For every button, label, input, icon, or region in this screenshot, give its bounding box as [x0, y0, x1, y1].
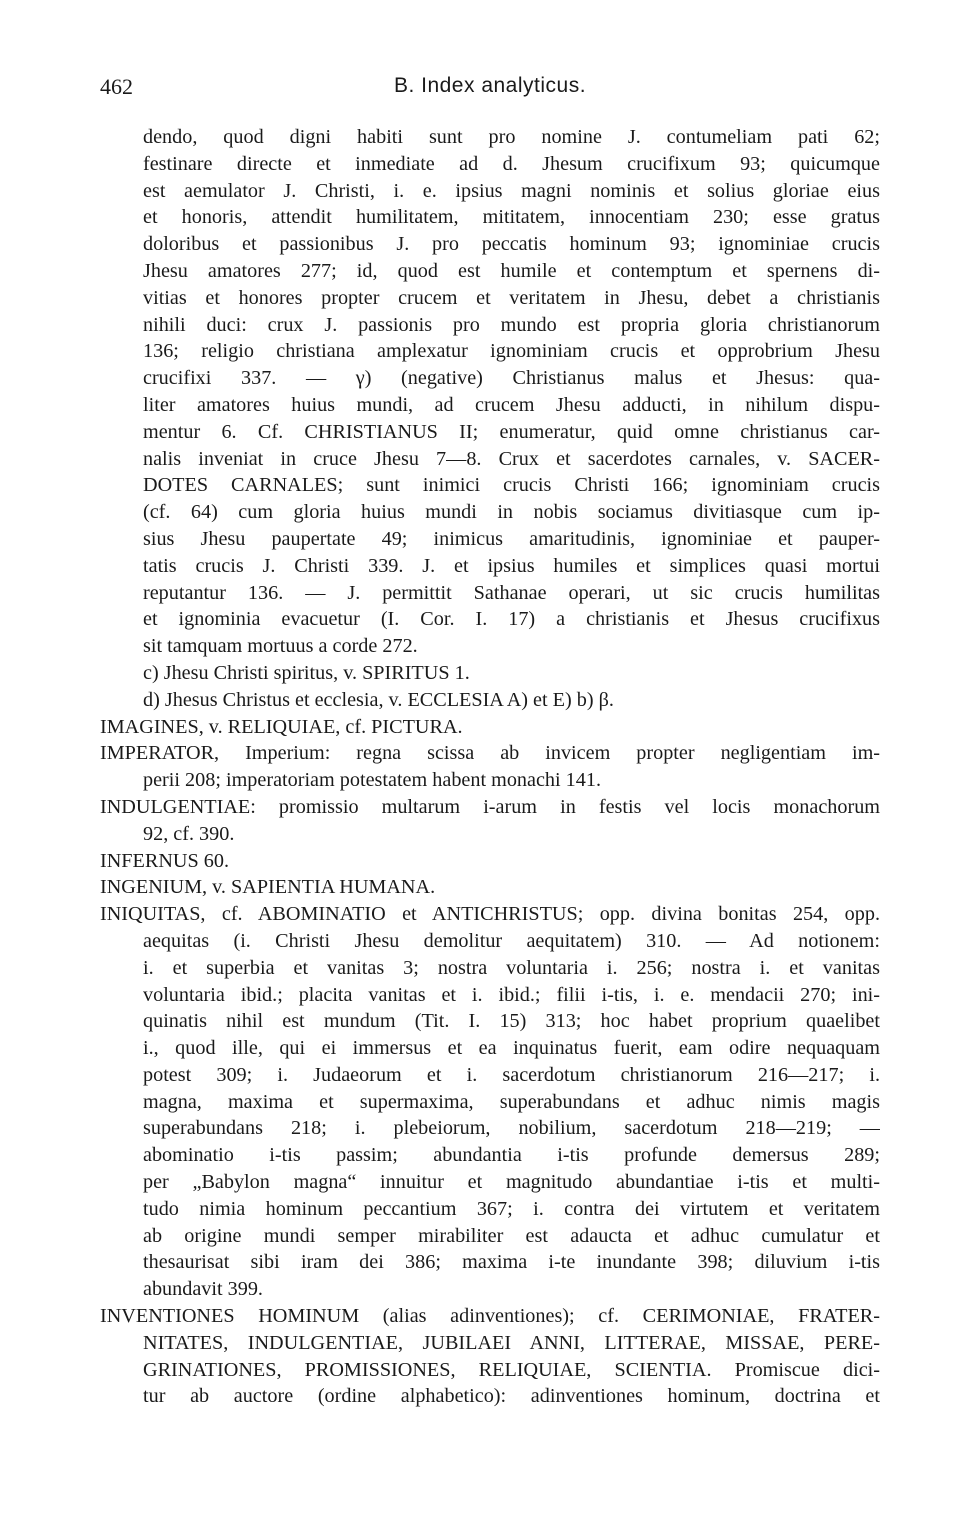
text-line: vitias et honores propter crucem et veritatem in Jhesu, debet a christianis	[143, 286, 880, 309]
text-line: crucifixi 337. — γ) (negative) Christianus malus et Jhesus: qua-	[143, 367, 880, 390]
text-line: INIQUITAS, cf. ABOMINATIO et ANTICHRISTUS; opp. divina bonitas 254, opp.	[100, 903, 880, 926]
text-line: sius Jhesu paupertate 49; inimicus amaritudinis, ignominiae et pauper-	[143, 527, 880, 550]
text-line: tatis crucis J. Christi 339. J. et ipsius humiles et simplices quasi mortui	[143, 554, 880, 577]
text-line: thesaurisat sibi iram dei 386; maxima i-te inundante 398; diluvium i-tis	[143, 1251, 880, 1274]
text-line: 136; religio christiana amplexatur ignominiam crucis et opprobrium Jhesu	[143, 340, 880, 363]
page-header	[100, 74, 880, 104]
text-line: superabundans 218; i. plebeiorum, nobilium, sacerdotum 218—219; —	[143, 1117, 880, 1140]
text-line: c) Jhesu Christi spiritus, v. SPIRITUS 1.	[143, 661, 470, 684]
text-line: INFERNUS 60.	[100, 849, 229, 872]
text-line: potest 309; i. Judaeorum et i. sacerdotum christianorum 216—217; i.	[143, 1063, 880, 1086]
text-line: quinatis nihil est mundum (Tit. I. 15) 313; hoc habet proprium quaelibet	[143, 1010, 880, 1033]
text-line: abominatio i-tis passim; abundantia i-tis profunde demersus 289;	[143, 1144, 880, 1167]
text-line: 92, cf. 390.	[143, 822, 235, 845]
text-line: aequitas (i. Christi Jhesu demolitur aequitatem) 310. — Ad notionem:	[143, 929, 880, 952]
text-line: et ignominia evacuetur (I. Cor. I. 17) a christianis et Jhesus crucifixus	[143, 608, 880, 631]
text-line: festinare directe et inmediate ad d. Jhesum crucifixum 93; quicumque	[143, 152, 880, 175]
text-line: i., quod ille, qui ei immersus et ea inquinatus fuerit, eam odire nequaquam	[143, 1037, 880, 1060]
text-line: mentur 6. Cf. CHRISTIANUS II; enumeratur, quid omne christianus car-	[143, 420, 880, 443]
text-line: nihili duci: crux J. passionis pro mundo est propria gloria christianorum	[143, 313, 880, 336]
text-line: liter amatores huius mundi, ad crucem Jhesu adducti, in nihilum dispu-	[143, 393, 880, 416]
text-line: i. et superbia et vanitas 3; nostra voluntaria i. 256; nostra i. et vanitas	[143, 956, 880, 979]
text-line: INDULGENTIAE: promissio multarum i-arum in festis vel locis monachorum	[100, 795, 880, 818]
text-line: et honoris, attendit humilitatem, mititatem, innocentiam 230; esse gratus	[143, 206, 880, 229]
text-line: (cf. 64) cum gloria huius mundi in nobis sociamus divitiasque cum ip-	[143, 501, 880, 524]
text-line: NITATES, INDULGENTIAE, JUBILAEI ANNI, LITTERAE, MISSAE, PERE-	[143, 1331, 880, 1354]
page-number: 462	[100, 74, 133, 99]
text-line: GRINATIONES, PROMISSIONES, RELIQUIAE, SCIENTIA. Promiscue dici-	[143, 1358, 880, 1381]
text-line: per „Babylon magna“ innuitur et magnitudo abundantiae i-tis et multi-	[143, 1171, 880, 1194]
index-text	[100, 124, 880, 1410]
text-line: IMPERATOR, Imperium: regna scissa ab invicem propter negligentiam im-	[100, 742, 880, 765]
text-line: INVENTIONES HOMINUM (alias adinventiones); cf. CERIMONIAE, FRATER-	[100, 1305, 880, 1328]
text-line: DOTES CARNALES; sunt inimici crucis Christi 166; ignominiam crucis	[143, 474, 880, 497]
text-line: doloribus et passionibus J. pro peccatis hominum 93; ignominiae crucis	[143, 233, 880, 256]
text-line: sit tamquam mortuus a corde 272.	[143, 635, 418, 658]
text-line: Jhesu amatores 277; id, quod est humile et contemptum et spernens di-	[143, 259, 880, 282]
text-line: ab origine mundi semper mirabiliter est adaucta et adhuc cumulatur et	[143, 1224, 880, 1247]
text-line: IMAGINES, v. RELIQUIAE, cf. PICTURA.	[100, 715, 463, 738]
text-line: magna, maxima et supermaxima, superabundans et adhuc nimis magis	[143, 1090, 880, 1113]
text-line: tur ab auctore (ordine alphabetico): adinventiones hominum, doctrina et	[143, 1385, 880, 1408]
text-line: tudo nimia hominum peccantium 367; i. contra dei virtutem et veritatem	[143, 1197, 880, 1220]
text-line: d) Jhesus Christus et ecclesia, v. ECCLESIA A) et E) b) β.	[143, 688, 614, 711]
text-line: INGENIUM, v. SAPIENTIA HUMANA.	[100, 876, 436, 899]
running-head: B. Index analyticus.	[393, 74, 587, 97]
text-line: dendo, quod digni habiti sunt pro nomine J. contumeliam pati 62;	[143, 126, 880, 148]
text-line: voluntaria ibid.; placita vanitas et i. ibid.; filii i-tis, i. e. mendacii 270; ini-	[143, 983, 880, 1006]
text-line: est aemulator J. Christi, i. e. ipsius magni nominis et solius gloriae eius	[143, 179, 880, 202]
text-line: perii 208; imperatoriam potestatem habent monachi 141.	[143, 769, 602, 792]
text-line: nalis inveniat in cruce Jhesu 7—8. Crux et sacerdotes carnales, v. SACER-	[143, 447, 880, 470]
text-line: abundavit 399.	[143, 1278, 263, 1301]
text-line: reputantur 136. — J. permittit Sathanae operari, ut sic crucis humilitas	[143, 581, 880, 604]
